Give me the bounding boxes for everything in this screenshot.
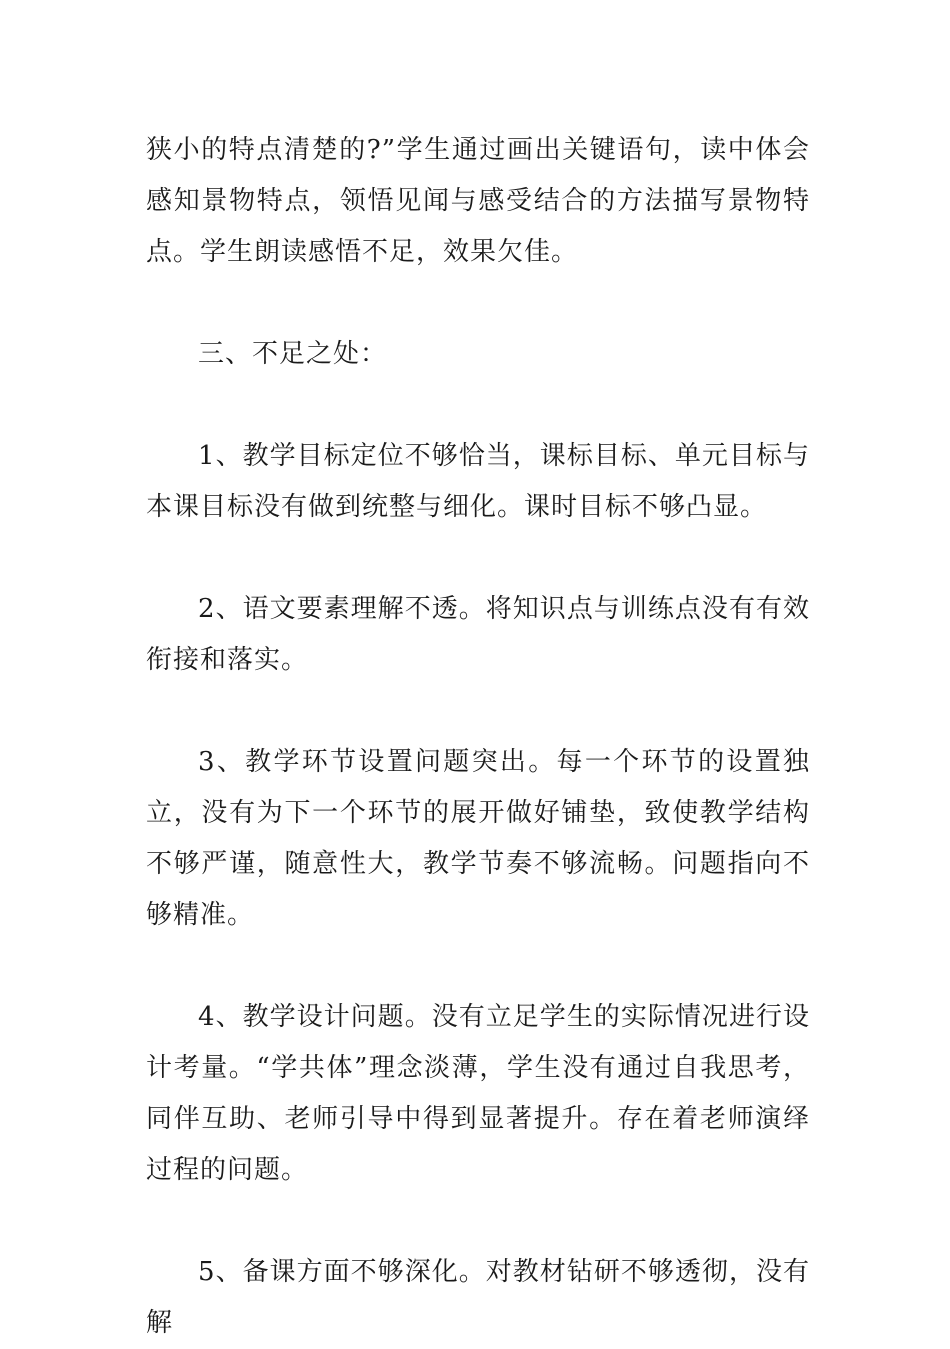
paragraph-continuation: 狭小的特点清楚的?”学生通过画出关键语句，读中体会感知景物特点，领悟见闻与感受结合的方法描写景物特点。学生朗读感悟不足，效果欠佳。 [146, 135, 810, 267]
list-item: 1、教学目标定位不够恰当，课标目标、单元目标与本课目标没有做到统整与细化。课时目标不够凸显。 [146, 441, 810, 522]
list-item: 5、备课方面不够深化。对教材钻研不够透彻，没有解 [146, 1257, 810, 1338]
section-heading: 三、不足之处： [198, 339, 388, 369]
document-body [146, 125, 810, 1349]
list-item: 3、教学环节设置问题突出。每一个环节的设置独立，没有为下一个环节的展开做好铺垫，致使教学结构不够严谨，随意性大，教学节奏不够流畅。问题指向不够精准。 [146, 747, 810, 930]
list-item: 2、语文要素理解不透。将知识点与训练点没有有效衔接和落实。 [146, 594, 810, 675]
list-item: 4、教学设计问题。没有立足学生的实际情况进行设计考量。“学共体”理念淡薄，学生没有通过自我思考，同伴互助、老师引导中得到显著提升。存在着老师演绎过程的问题。 [146, 1002, 810, 1185]
